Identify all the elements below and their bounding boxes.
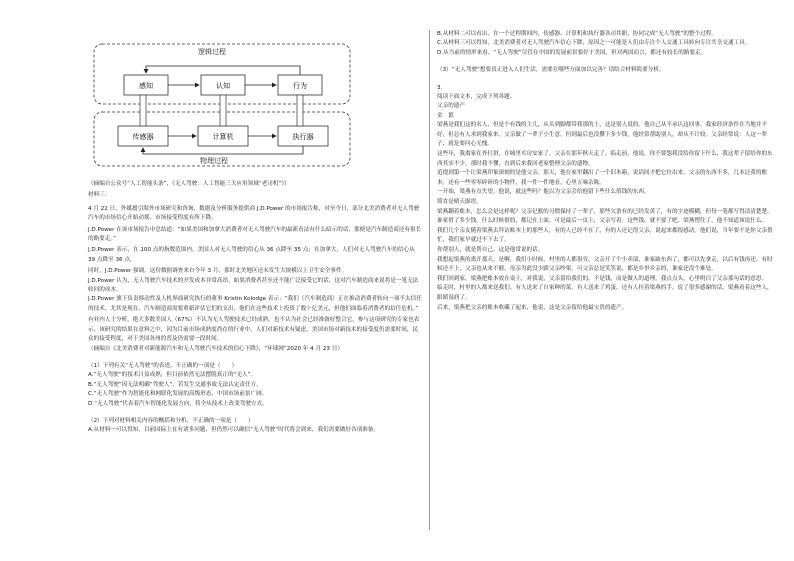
question-2-stem: （2）下列对材料相关内容的概括和分析，不正确的一项是（ ） xyxy=(88,417,254,424)
story-author: 金 繁 xyxy=(437,112,454,119)
arrow-feedback-top xyxy=(146,66,300,75)
story-paragraph: 后来，梁燕把父亲的账本收藏了起来，他说，这是父亲留给他最宝贵的遗产。 xyxy=(437,304,628,311)
diagram-svg xyxy=(88,28,423,176)
story-paragraph: 梁燕翻着账本，怎么会是这样呢？父亲记账的习惯保持了一辈子，那些欠条有的已经发黄了，有的字迹模糊，但每一笔都写得清清楚楚。谁家借了多少钱，什么时候借的，都记在上面。可是最后一页上，父亲写着：这些钱，就不要了吧。梁燕愣住了，他不知道该说什么。 xyxy=(437,208,773,225)
question-1-option-a: A.“无人驾驶”的技术日益成熟，但目前依然无法摆脱真正的“无人”。 xyxy=(88,372,257,379)
question-2-option-b: B.从材料二可以看出，在一个过程期间内，传感器、计算机和执行器各司其职，协同完成“无人驾驶”的整个过程。 xyxy=(437,31,717,37)
link-perception-sensor xyxy=(140,95,146,126)
story-title: 父亲的遗产 xyxy=(437,103,465,110)
left-column xyxy=(88,28,423,436)
paragraph: J.D.Power 旗下负责移动性及人机界面研究执行的董事 Kristin Kolodge 表示：“我们（汽车制造商）正在推动消费者转向一项不太信任的技术。尤其是现在，汽车制造商需要重新评估它们的支出，他们在这些技术上投资了数十亿美元，但他们面临着消费者的信任危机。” xyxy=(88,296,422,312)
story-paragraph: 简直是晴天霹雳。 xyxy=(437,199,482,205)
story-paragraph: 这些年，我离家在外打拼，在城里买房安家了。父亲在那年秋天走了，临走前，他说，你不要怨我没给你留下什么，我这辈子留给你的东西其实不少。那时我不懂，直到后来我回老家整理父亲的遗物。 xyxy=(437,151,773,167)
question-2-option-d: D.从当前的情形来看，“无人驾驶”尽管在中国的发展前景要好于美国，但对两国而言，都还有较长的路要走。 xyxy=(437,49,707,56)
story-paragraph: 我们几个亲友随着梁燕去拜访账本上的那些人，有的人已经不在了，有的人还记得父亲，说起来都很感动。他们说，当年要不是你父亲帮忙，我们家早就过不下去了。 xyxy=(437,227,773,244)
box-behavior-label: 行为 xyxy=(293,82,307,90)
link-cognition-computer xyxy=(220,95,226,126)
question-2-option-a: A.从材料一可以得知，目前国际上在有诸多问题，但仍然可以确信“无人驾驶”时代将会到来，我们需要做好各项准备。 xyxy=(88,427,379,434)
question-1-option-d: D.“无人驾驶”代表着汽车智能化发展方向，将全从技术上改变驾驶方式。 xyxy=(88,400,268,407)
story-paragraph: 梁燕是我们这的名人，但是个有钱的主儿，从头到脚都带我那的土，这是别人说的。他自己从不承认这回事。我家经济条件在当地并不好，但总有人求到我家来。父亲做了一辈子小生意，但到最后也没攒下多少钱。他经常帮助别人，却从不计较。父亲经常说：人这一辈子，就是要问心无愧。 xyxy=(437,122,768,148)
paragraph: J.D.Power 表示，在 100 点的指数范围内，美国人对无人驾驶的信心从 36 点降至 35 点；在加拿大，人们对无人驾驶汽车的信心从 39 点降至 36 点。 xyxy=(88,247,415,263)
logic-label: 逻辑过程 xyxy=(198,48,226,56)
paragraph: 4 月 22 日，外媒援引海外市场研究和咨询、数据及分析服务提供商 J.D.Power 的市场报告称，对至今日，部分北美消费者对无人驾驶汽车的市场信心开始动摇，市场接受程度有所下降。 xyxy=(88,205,420,222)
box-actuator-label: 执行器 xyxy=(292,133,314,141)
physical-label: 物理过程 xyxy=(200,157,228,165)
story-paragraph: 你帮别人，就是帮自己，这是他常说的话。 xyxy=(437,246,544,253)
question-1-option-b: B.“无人驾驶”因无法明确“驾驶人”，若发生交通事故无法认定责任方。 xyxy=(88,381,262,388)
story-paragraph: 临走时，村里的人都来送我们。有人送来了自家种的菜，有人送来了鸡蛋，还有人拉着梁燕的手，说了很多感谢的话。梁燕看着这些人，眼睛湿润了。 xyxy=(437,285,773,301)
paragraph: J.D.Power 在该市场报告中总结道：“如果美国和加拿大消费者对无人驾驶汽车的最新看法有什么暗示的话，那便是汽车制造商还有很长的路要走。” xyxy=(88,226,422,243)
paragraph: 有业内人士分析，绝大多数美国人（67%）不认为无人驾驶技术已经成熟，也不认为社会已经准备好整合它，参与这项研究的专家也表示，该研究的结果在意料之中，因为目前市场成熟度尚存的行业中，人们对新技术有疑虑，美国市场对新技术的接受度仍需要时间，民众的接受程度，对于美国各州的普及仍需要一段时间。 xyxy=(88,317,420,343)
paragraph: 同时，J.D.Power 强调，这份数据调查来自今年 3 月，那时北美地区还未发生大规模以上卫生安全事件。 xyxy=(88,268,348,275)
story-paragraph: 追提到第一个让梁燕印象深刻的是他父亲。那天，他在家里翻出了一个旧木箱，说话间才把它拉出来。父亲的东西不多，几本泛黄的账本，还有一些零零碎碎的小物件，我一件一件地看，心里五味杂陈。 xyxy=(437,170,768,186)
question-1-option-c: C.“无人驾驶”作为智能化和网联化发展的高级形态，中国市场前景广阔。 xyxy=(88,391,268,398)
arrow-feedback-bottom xyxy=(143,146,303,154)
question-2-option-c: C.从材料三可以得知，北美消费者对无人驾驶汽车信心下降，原因之一可能是人们由专注个人交通工具转向专注共享交通工具。 xyxy=(437,40,751,47)
process-diagram xyxy=(88,28,423,176)
story-paragraph: 一开始，梁燕有点失望。他说，就这些吗？他以为父亲会给他留下些什么值钱的东西。 xyxy=(437,189,650,196)
source-note-2: （摘编自《北美消费者对新能源汽车和无人驾驶汽车技术的信心下降》，“环球网”2020 年 4 月 23 日） xyxy=(88,345,343,352)
section-intro: 阅读下面文本，完成下列各题。 xyxy=(437,94,516,101)
column-divider xyxy=(429,30,430,530)
box-cognition-label: 认知 xyxy=(216,82,230,90)
source-note-1: （摘编自公众号“人工智能头条”，《无人驾驶：人工智能三大应用领域“老司机”》） xyxy=(88,181,290,187)
box-perception-label: 感知 xyxy=(139,82,153,90)
material-three-title: 材料三： xyxy=(88,192,111,199)
question-1-stem: （1）下列有关“无人驾驶”的表述，不正确的一项是（ ） xyxy=(88,362,238,369)
right-column xyxy=(437,30,773,313)
box-computer-label: 计算机 xyxy=(212,133,234,141)
story-paragraph: 我想起梁燕的离开那天。是啊，我们小时候，村里的人都很穷，父亲开了个小卖部，谁家缺东西了，都可以先拿走，以后有钱再还。有时候还不上，父亲也从来不催。母亲为此没少跟父亲吵架，可父亲总是笑笑说，都是乡里乡亲的，谁家还没个难处。 xyxy=(437,256,773,273)
box-sensor-label: 传感器 xyxy=(132,133,154,141)
paragraph: J.D.Power 认为，无人驾驶汽车技术的开发成本非常高昂，如果消费者甚至还不能广泛接受它的话，这对汽车制造商来说将是一笔无法收回的成本。 xyxy=(88,277,419,294)
story-paragraph: 我们回到家，梁燕把账本放在桌上，对我说，父亲留给我们的，不是钱，而是做人的道理。我点点头，心里明白了父亲那句话的意思。 xyxy=(437,275,768,282)
link-behavior-actuator xyxy=(297,95,303,126)
section-number: 3. xyxy=(437,84,443,91)
question-3: （3）“无人驾驶”想要真正进入人们生活，需要在哪些方面加以完善？请结合材料简要分析。 xyxy=(437,67,665,74)
